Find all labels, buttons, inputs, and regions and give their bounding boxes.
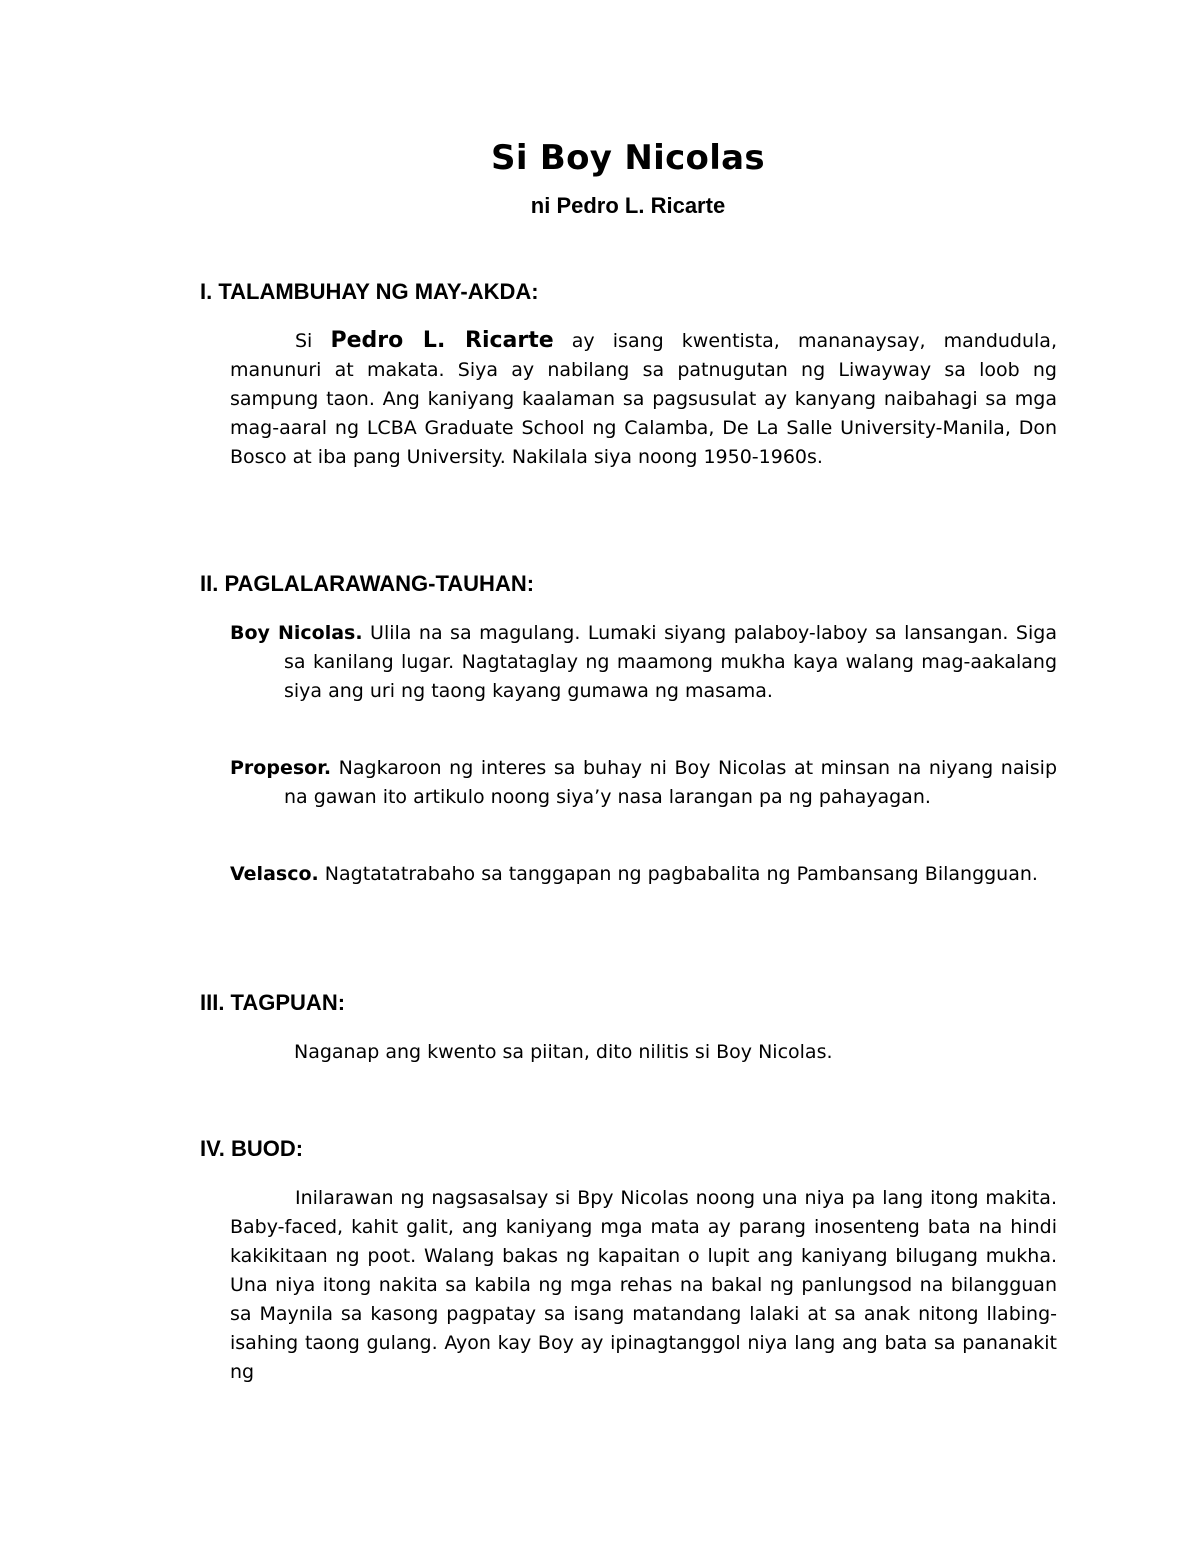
setting-text: Naganap ang kwento sa piitan, dito nilitis si Boy Nicolas. — [294, 1041, 833, 1063]
section-heading-setting: III. TAGPUAN: — [200, 990, 346, 1015]
character-name: Boy Nicolas. — [230, 622, 363, 644]
section-heading-author-bio: I. TALAMBUHAY NG MAY-AKDA: — [200, 279, 539, 304]
author-bio-paragraph — [230, 326, 1057, 472]
character-description: Nagtatatrabaho sa tanggapan ng pagbabalita ng Pambansang Bilangguan. — [318, 863, 1038, 885]
document-byline: ni Pedro L. Ricarte — [530, 193, 726, 218]
section-heading-summary: IV. BUOD: — [200, 1136, 304, 1161]
character-description: Ulila na sa magulang. Lumaki siyang palaboy-laboy sa lansangan. Siga sa kanilang lugar. Nagtataglay ng maamong mukha kaya walang mag-aakalang siya ang uri ng taong kayang gumawa ng masama. — [284, 622, 1057, 702]
character-description: Nagkaroon ng interes sa buhay ni Boy Nicolas at minsan na niyang naisip na gawan ito artikulo noong siya’y nasa larangan pa ng pahayagan. — [284, 757, 1057, 808]
section-heading-characters: II. PAGLALARAWANG-TAUHAN: — [200, 571, 535, 596]
character-entry — [230, 619, 1057, 706]
document-title: Si Boy Nicolas — [491, 138, 765, 178]
author-name: Pedro L. Ricarte — [330, 328, 554, 353]
summary-paragraph: Inilarawan ng nagsasalsay si Bpy Nicolas noong una niya pa lang itong makita. Baby-faced, kahit galit, ang kaniyang mga mata ay parang inosenteng bata na hindi kakikitaan ng poot. Walang bakas ng kapaitan o lupit ang kaniyang bilugang mukha. Una niya itong nakita sa kabila ng mga rehas na bakal ng panlungsod na bilangguan sa Maynila sa kasong pagpatay sa isang matandang lalaki at sa anak nitong llabing-isahing taong gulang. Ayon kay Boy ay ipinagtanggol niya lang ang bata sa pananakit ng — [230, 1187, 1057, 1383]
character-name: Propesor. — [230, 757, 332, 779]
character-entry — [230, 860, 1057, 889]
character-entry — [230, 754, 1057, 812]
author-bio-lead: Si — [295, 330, 313, 352]
author-bio-text: ay isang kwentista, mananaysay, mandudula, manunuri at makata. Siya ay nabilang sa patnugutan ng Liwayway sa loob ng sampung taon. Ang kaniyang kaalaman sa pagsusulat ay kanyang naibahagi sa mga mag-aaral ng LCBA Graduate School ng Calamba, De La Salle University-Manila, Don Bosco at iba pang University. Nakilala siya noong 1950-1960s. — [230, 330, 1057, 468]
character-name: Velasco. — [230, 863, 319, 885]
